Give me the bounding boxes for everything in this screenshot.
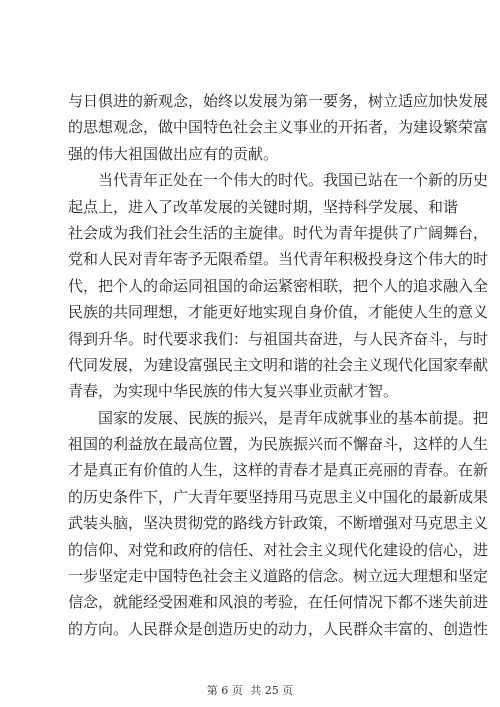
- text-line: 才是真正有价值的人生，这样的青春才是真正亮丽的青春。在新: [68, 461, 489, 480]
- page-footer: [0, 682, 500, 698]
- text-line: 的方向。人民群众是创造历史的动力，人民群众丰富的、创造性: [68, 619, 489, 638]
- text-line: 信念，就能经受困难和风浪的考验，在任何情况下都不迷失前进: [68, 593, 489, 612]
- page-number: 第 6 页: [206, 684, 243, 697]
- text-line: 与日俱进的新观念，始终以发展为第一要务，树立适应加快发展: [68, 92, 489, 110]
- paragraph-first-line: 国家的发展、民族的振兴，是青年成就事业的基本前提。把: [98, 408, 489, 427]
- text-line: 党和人民对青年寄予无限希望。当代青年积极投身这个伟大的时: [68, 250, 489, 269]
- text-line: 的信仰、对党和政府的信任、对社会主义现代化建设的信心，进: [68, 540, 489, 559]
- text-line: 民族的共同理想，才能更好地实现自身价值，才能使人生的意义: [68, 303, 489, 322]
- text-line: 的历史条件下，广大青年要坚持用马克思主义中国化的最新成果: [68, 487, 489, 506]
- text-line: 得到升华。时代要求我们：与祖国共奋进，与人民齐奋斗，与时: [68, 329, 489, 348]
- text-line: 青春，为实现中华民族的伟大复兴事业贡献才智。: [68, 382, 399, 401]
- paragraph-first-line: 当代青年正处在一个伟大的时代。我国已站在一个新的历史: [98, 171, 489, 190]
- text-line: 代，把个人的命运同祖国的命运紧密相联，把个人的追求融入全: [68, 276, 489, 295]
- page-total: 共 25 页: [250, 684, 294, 697]
- text-line: 社会成为我们社会生活的主旋律。时代为青年提供了广阔舞台，: [68, 223, 489, 242]
- text-line: 强的伟大祖国做出应有的贡献。: [68, 144, 279, 163]
- text-line: 的思想观念，做中国特色社会主义事业的开拓者，为建设繁荣富: [68, 118, 489, 137]
- text-line: 武装头脑，坚决贯彻党的路线方针政策，不断增强对马克思主义: [68, 514, 489, 533]
- document-body: [68, 88, 489, 642]
- text-line: 代同发展，为建设富强民主文明和谐的社会主义现代化国家奉献: [68, 355, 489, 374]
- text-line: 一步坚定走中国特色社会主义道路的信念。树立远大理想和坚定: [68, 567, 489, 586]
- text-line: 起点上，进入了改革发展的关键时期，坚持科学发展、和谐: [68, 197, 459, 216]
- text-line: 祖国的利益放在最高位置，为民族振兴而不懈奋斗，这样的人生: [68, 435, 489, 454]
